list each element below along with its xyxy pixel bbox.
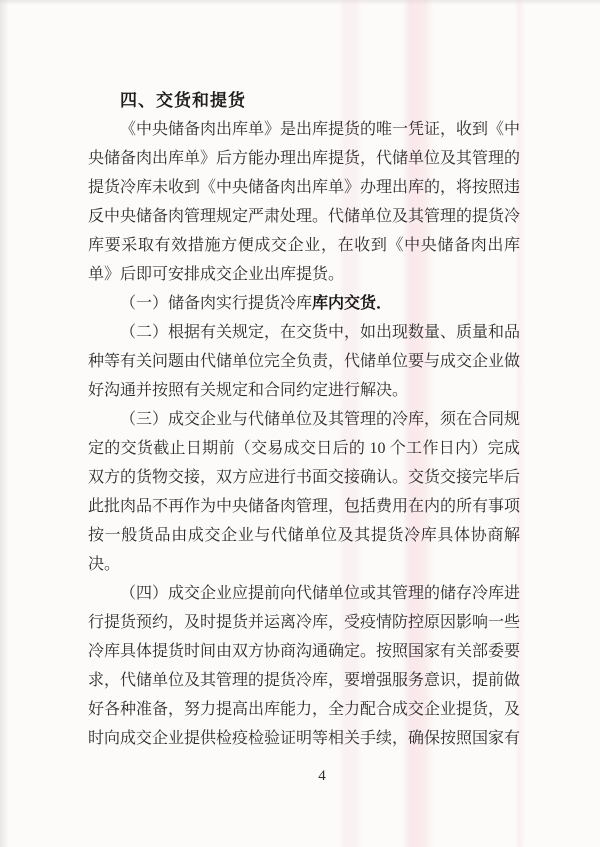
page-number: 4 [318,768,326,784]
paragraph-text: （一）储备肉实行提货冷库 [120,295,313,312]
document-body [88,86,520,753]
paragraph: （四）成交企业应提前向代储单位或其管理的储存冷库进行提货预约，及时提货并运离冷库，受疫情防控原因影响一些冷库具体提货时间由双方协商沟通确定。按照国家有关部委要求，代储单位及其管理的提货冷库，要增强服务意识，提前做好各种准备，努力提高出库能力，全力配合成交企业提货，及时向成交企业提供检疫检验证明等相关手续，确保按照国家有 [88,585,521,747]
bold-phrase: 库内交货． [312,295,393,312]
paragraph [88,289,520,318]
paragraph: （三）成交企业与代储单位及其管理的冷库，须在合同规定的交货截止日期前（交易成交日后的 10 个工作日内）完成双方的货物交接，双方应进行书面交接确认。交货交接完毕后此批肉品不再作为中央储备肉管理，包括费用在内的所有事项按一般货品由成交企业与代储单位及其提货冷库具体协商解决。 [88,411,521,573]
section-heading: 四、交货和提货 [120,91,246,110]
paragraph: （二）根据有关规定，在交货中，如出现数量、质量和品种等有关问题由代储单位完全负责，代储单位要与成交企业做好沟通并按照有关规定和合同约定进行解决。 [88,324,521,399]
paragraph: 《中央储备肉出库单》是出库提货的唯一凭证，收到《中央储备肉出库单》后方能办理出库提货，代储单位及其管理的提货冷库未收到《中央储备肉出库单》办理出库的，将按照违反中央储备肉管理规定严肃处理。代储单位及其管理的提货冷库要采取有效措施方便成交企业，在收到《中央储备肉出库单》后即可安排成交企业出库提货。 [88,121,521,283]
